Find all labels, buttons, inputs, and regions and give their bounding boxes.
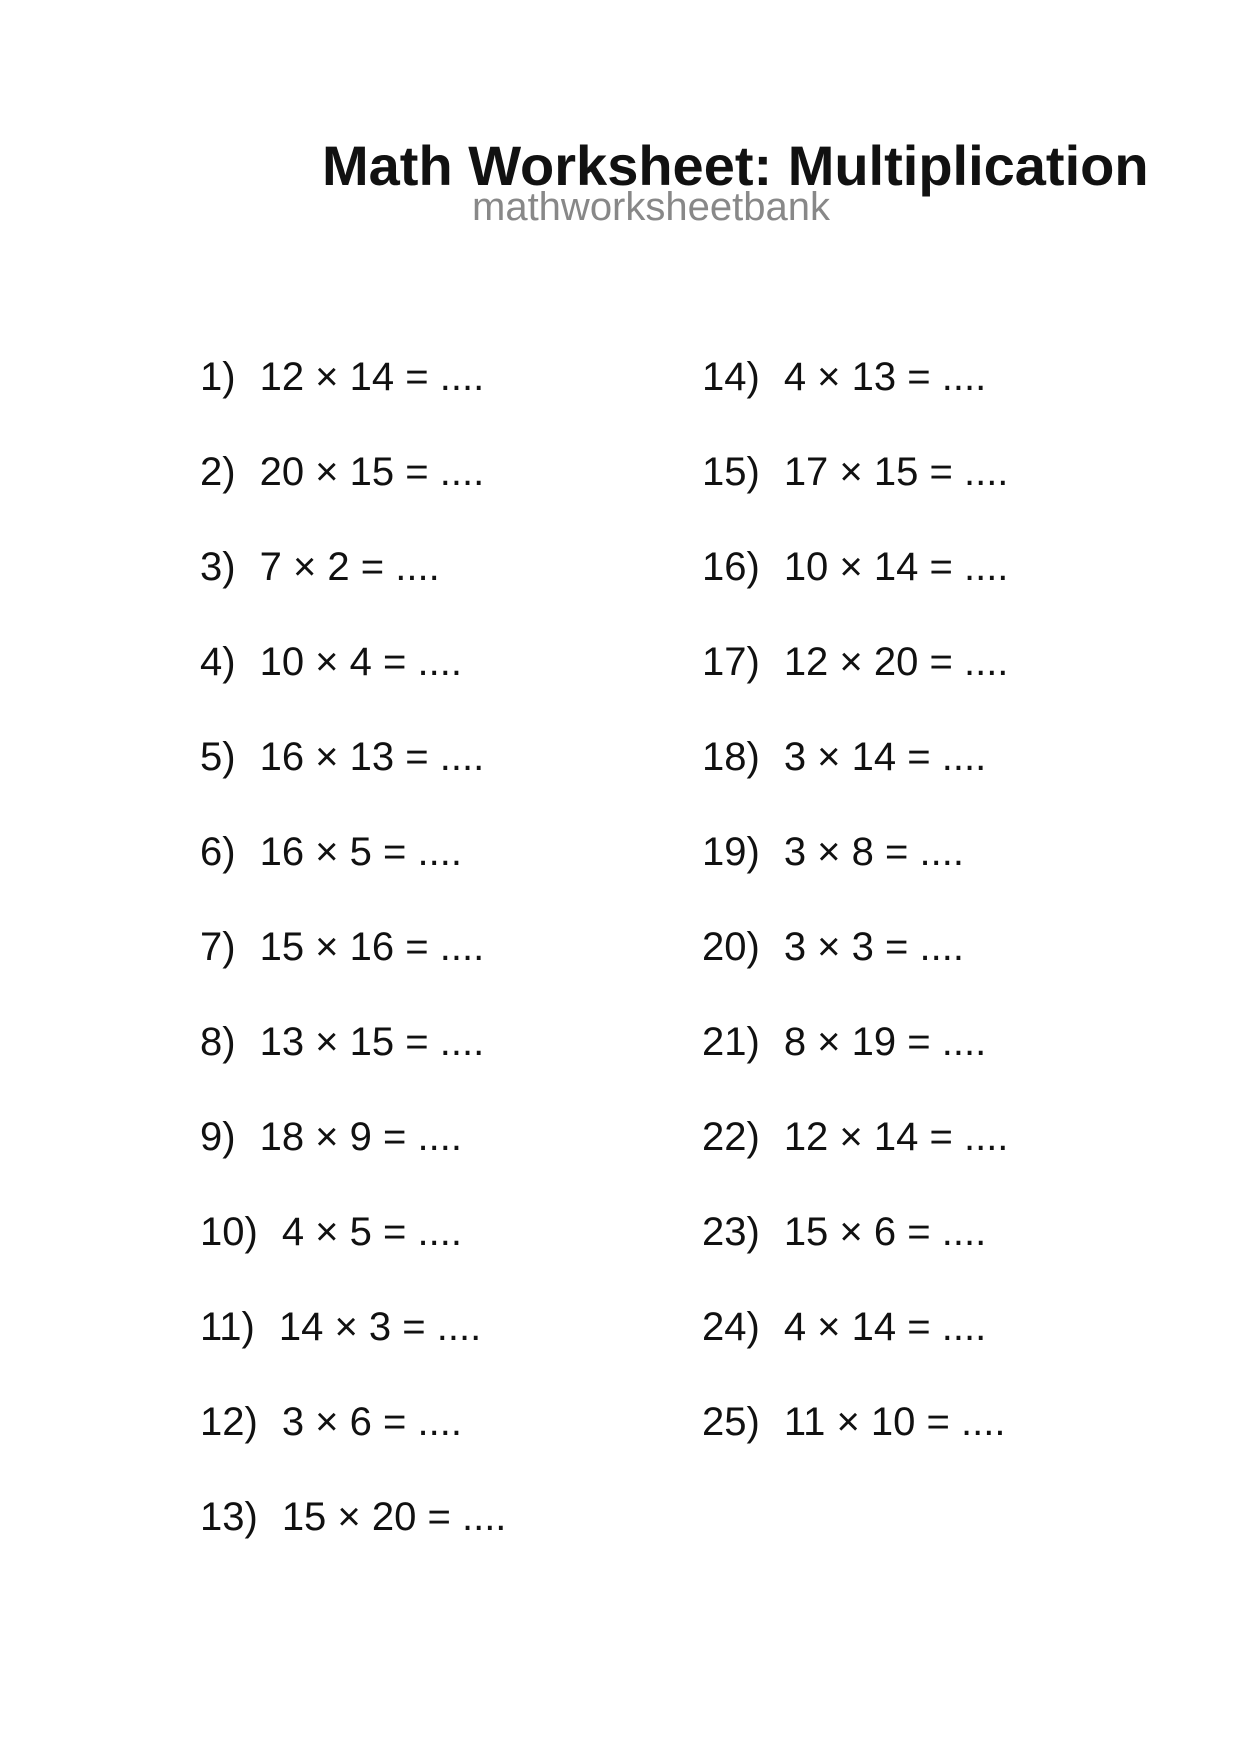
problem-number: 7) [200, 925, 236, 969]
problem-number: 3) [200, 545, 236, 589]
problem-expression: 7 × 2 = .... [259, 545, 440, 589]
problem-expression: 20 × 15 = .... [259, 450, 485, 494]
problem-number: 25) [702, 1400, 760, 1444]
problem-number: 18) [702, 735, 760, 779]
problem-number: 5) [200, 735, 236, 779]
problem-item [200, 447, 506, 542]
problem-number: 13) [200, 1495, 258, 1539]
problem-expression: 4 × 13 = .... [783, 355, 987, 399]
problem-number: 10) [200, 1210, 258, 1254]
problem-expression: 10 × 4 = .... [259, 640, 462, 684]
problem-item [702, 352, 1008, 447]
problem-expression: 14 × 3 = .... [278, 1305, 482, 1349]
problem-item [200, 1017, 506, 1112]
problem-number: 16) [702, 545, 760, 589]
problem-expression: 11 × 10 = .... [783, 1400, 1006, 1444]
problem-item [200, 827, 506, 922]
problem-item [702, 1017, 1008, 1112]
problem-expression: 12 × 14 = .... [783, 1115, 1009, 1159]
problem-item [702, 1397, 1008, 1492]
problem-item [702, 732, 1008, 827]
problem-number: 6) [200, 830, 236, 874]
problem-item [702, 1302, 1008, 1397]
problem-expression: 16 × 13 = .... [259, 735, 485, 779]
problem-item [200, 1207, 506, 1302]
problem-expression: 17 × 15 = .... [783, 450, 1009, 494]
problem-item [702, 447, 1008, 542]
problem-item [200, 1397, 506, 1492]
problem-number: 17) [702, 640, 760, 684]
problem-item [200, 637, 506, 732]
problem-number: 8) [200, 1020, 236, 1064]
problem-expression: 18 × 9 = .... [259, 1115, 462, 1159]
problem-item [702, 637, 1008, 732]
problem-expression: 3 × 14 = .... [783, 735, 987, 779]
problem-expression: 16 × 5 = .... [259, 830, 462, 874]
problem-item [200, 922, 506, 1017]
problem-item [702, 542, 1008, 637]
problem-item [702, 922, 1008, 1017]
problem-number: 4) [200, 640, 236, 684]
problem-item [702, 1112, 1008, 1207]
problem-number: 20) [702, 925, 760, 969]
problem-item [200, 352, 506, 447]
page-title: Math Worksheet: Multiplication [322, 133, 1149, 197]
problem-expression: 4 × 5 = .... [281, 1210, 462, 1254]
problem-number: 1) [200, 355, 236, 399]
problem-item [200, 1492, 506, 1587]
problem-number: 19) [702, 830, 760, 874]
problem-expression: 15 × 6 = .... [783, 1210, 987, 1254]
problem-number: 14) [702, 355, 760, 399]
problem-expression: 3 × 8 = .... [783, 830, 964, 874]
problem-number: 2) [200, 450, 236, 494]
problem-item [200, 1112, 506, 1207]
problem-expression: 15 × 20 = .... [281, 1495, 507, 1539]
problem-expression: 13 × 15 = .... [259, 1020, 485, 1064]
problem-expression: 12 × 20 = .... [783, 640, 1009, 684]
problem-expression: 4 × 14 = .... [783, 1305, 987, 1349]
problem-list-right [702, 352, 1008, 1492]
problem-number: 24) [702, 1305, 760, 1349]
problem-number: 12) [200, 1400, 258, 1444]
problem-item [702, 827, 1008, 922]
problem-expression: 10 × 14 = .... [783, 545, 1009, 589]
problem-expression: 3 × 3 = .... [783, 925, 964, 969]
problem-number: 21) [702, 1020, 760, 1064]
problem-expression: 8 × 19 = .... [783, 1020, 987, 1064]
problem-number: 15) [702, 450, 760, 494]
problem-expression: 15 × 16 = .... [259, 925, 485, 969]
problem-expression: 12 × 14 = .... [259, 355, 485, 399]
problem-item [200, 542, 506, 637]
problem-expression: 3 × 6 = .... [281, 1400, 462, 1444]
problem-item [200, 1302, 506, 1397]
problem-number: 23) [702, 1210, 760, 1254]
problem-number: 11) [200, 1305, 255, 1349]
problem-number: 22) [702, 1115, 760, 1159]
page-subtitle: mathworksheetbank [472, 185, 830, 229]
problem-number: 9) [200, 1115, 236, 1159]
problem-list-left [200, 352, 506, 1587]
problem-item [200, 732, 506, 827]
problem-item [702, 1207, 1008, 1302]
